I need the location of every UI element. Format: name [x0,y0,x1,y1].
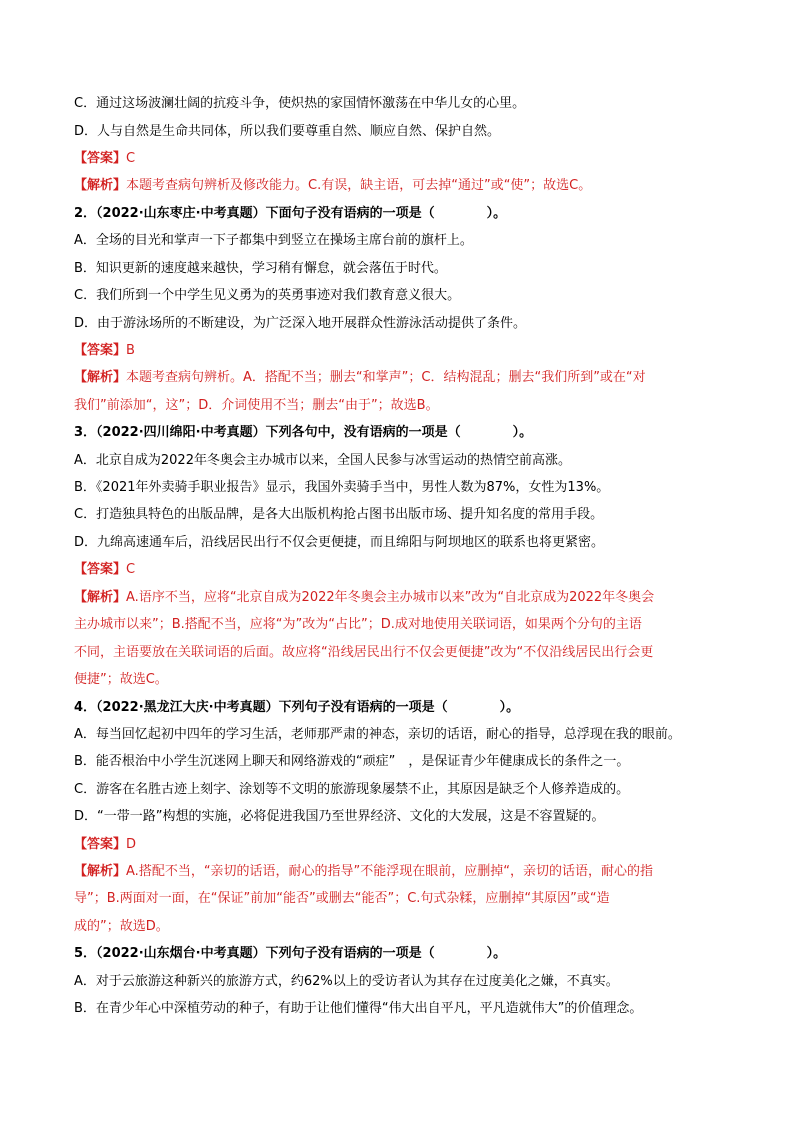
question-2-title: 2．（2022·山东枣庄·中考真题）下面句子没有语病的一项是（ ）。 [74,206,507,221]
explanation-text: A.语序不当，应将“北京自成为2022年冬奥会主办城市以来”改为“自北京成为2022年冬奥会 [126,590,655,605]
explanation-tag: 【解析】 [74,178,127,193]
explanation-tag: 【解析】 [74,864,127,879]
q3-option-a: A．北京自成为2022年冬奥会主办城市以来，全国人民参与冰雪运动的热情空前高涨。 [74,453,571,468]
q2-option-a: A．全场的目光和掌声一下子都集中到竖立在操场主席台前的旗杆上。 [74,233,473,248]
explanation-text: 本题考查病句辨析。A．搭配不当；删去“和掌声”；C．结构混乱；删去“我们所到”或在“对 [126,370,646,385]
q3-explanation-line-4: 便捷”；故选C。 [74,672,168,687]
q3-option-b: B．《2021年外卖骑手职业报告》显示，我国外卖骑手当中，男性人数为87%，女性为13%。 [74,480,610,495]
answer-value: B [126,343,135,358]
q4-explanation-line-2: 导”；B.两面对一面，在“保证”前加“能否”或删去“能否”；C.句式杂糅，应删掉“其原因”或“造 [74,891,610,906]
explanation-text: 本题考查病句辨析及修改能力。C.有误，缺主语，可去掉“通过”或“使”；故选C。 [126,178,592,193]
q4-option-d: D．“一带一路”构想的实施，必将促进我国乃至世界经济、文化的大发展，这是不容置疑的。 [74,809,605,824]
q3-option-d: D．九绵高速通车后，沿线居民出行不仅会更便捷，而且绵阳与阿坝地区的联系也将更紧密。 [74,535,605,550]
q2-explanation-line-1 [74,368,646,388]
q4-explanation-line-3: 成的”；故选D。 [74,919,169,934]
answer-tag: 【答案】 [74,837,127,852]
answer-value: C [126,562,136,577]
question-3-title: 3．（2022·四川绵阳·中考真题）下列各句中，没有语病的一项是（ ）。 [74,425,533,440]
explanation-text: A.搭配不当，“亲切的话语，耐心的指导”不能浮现在眼前，应删掉“，亲切的话语，耐心的指 [126,864,654,879]
q2-option-b: B．知识更新的速度越来越快，学习稍有懈怠，就会落伍于时代。 [74,261,447,276]
option-d: D．人与自然是生命共同体，所以我们要尊重自然、顺应自然、保护自然。 [74,124,501,139]
explanation-line [74,176,591,196]
question-5-title: 5．（2022·山东烟台·中考真题）下列句子没有语病的一项是（ ）。 [74,946,507,961]
answer-value: C [126,151,136,166]
q3-explanation-line-3: 不同，主语要放在关联词语的后面。故应将“沿线居民出行不仅会更便捷”改为“不仅沿线居民出行会更 [74,645,654,660]
question-4-title: 4．（2022·黑龙江大庆·中考真题）下列句子没有语病的一项是（ ）。 [74,700,520,715]
answer-value: D [126,837,137,852]
q2-option-d: D．由于游泳场所的不断建设，为广泛深入地开展群众性游泳活动提供了条件。 [74,316,527,331]
q4-option-b: B．能否根治中小学生沉迷网上聊天和网络游戏的“顽症” ，是保证青少年健康成长的条件之一。 [74,754,630,769]
q3-explanation-line-1 [74,588,654,608]
q5-option-b: B．在青少年心中深植劳动的种子，有助于让他们懂得“伟大出自平凡，平凡造就伟大”的价值理念。 [74,1001,643,1016]
answer-line [74,149,135,169]
q2-option-c: C．我们所到一个中学生见义勇为的英勇事迹对我们教育意义很大。 [74,288,461,303]
explanation-tag: 【解析】 [74,370,127,385]
q4-option-a: A．每当回忆起初中四年的学习生活，老师那严肃的神态，亲切的话语，耐心的指导，总浮现在我的眼前。 [74,727,681,742]
answer-tag: 【答案】 [74,562,127,577]
q4-explanation-line-1 [74,862,653,882]
q4-option-c: C．游客在名胜古迹上刻字、涂划等不文明的旅游现象屡禁不止，其原因是缺乏个人修养造成的。 [74,782,630,797]
q2-explanation-line-2: 我们”前添加“，这”；D．介词使用不当；删去“由于”；故选B。 [74,398,439,413]
q3-option-c: C．打造独具特色的出版品牌，是各大出版机构抢占图书出版市场、提升知名度的常用手段。 [74,507,604,522]
q3-answer-line [74,560,135,580]
answer-tag: 【答案】 [74,343,127,358]
option-c: C．通过这场波澜壮阔的抗疫斗争，使炽热的家国情怀激荡在中华儿女的心里。 [74,96,526,111]
explanation-tag: 【解析】 [74,590,127,605]
q3-explanation-line-2: 主办城市以来”；B.搭配不当，应将“为”改为“占比”；D.成对地使用关联词语，如果两个分句的主语 [74,617,642,632]
q2-answer-line [74,341,135,361]
answer-tag: 【答案】 [74,151,127,166]
q5-option-a: A．对于云旅游这种新兴的旅游方式，约62%以上的受访者认为其存在过度美化之嫌，不真实。 [74,974,619,989]
q4-answer-line [74,835,136,855]
